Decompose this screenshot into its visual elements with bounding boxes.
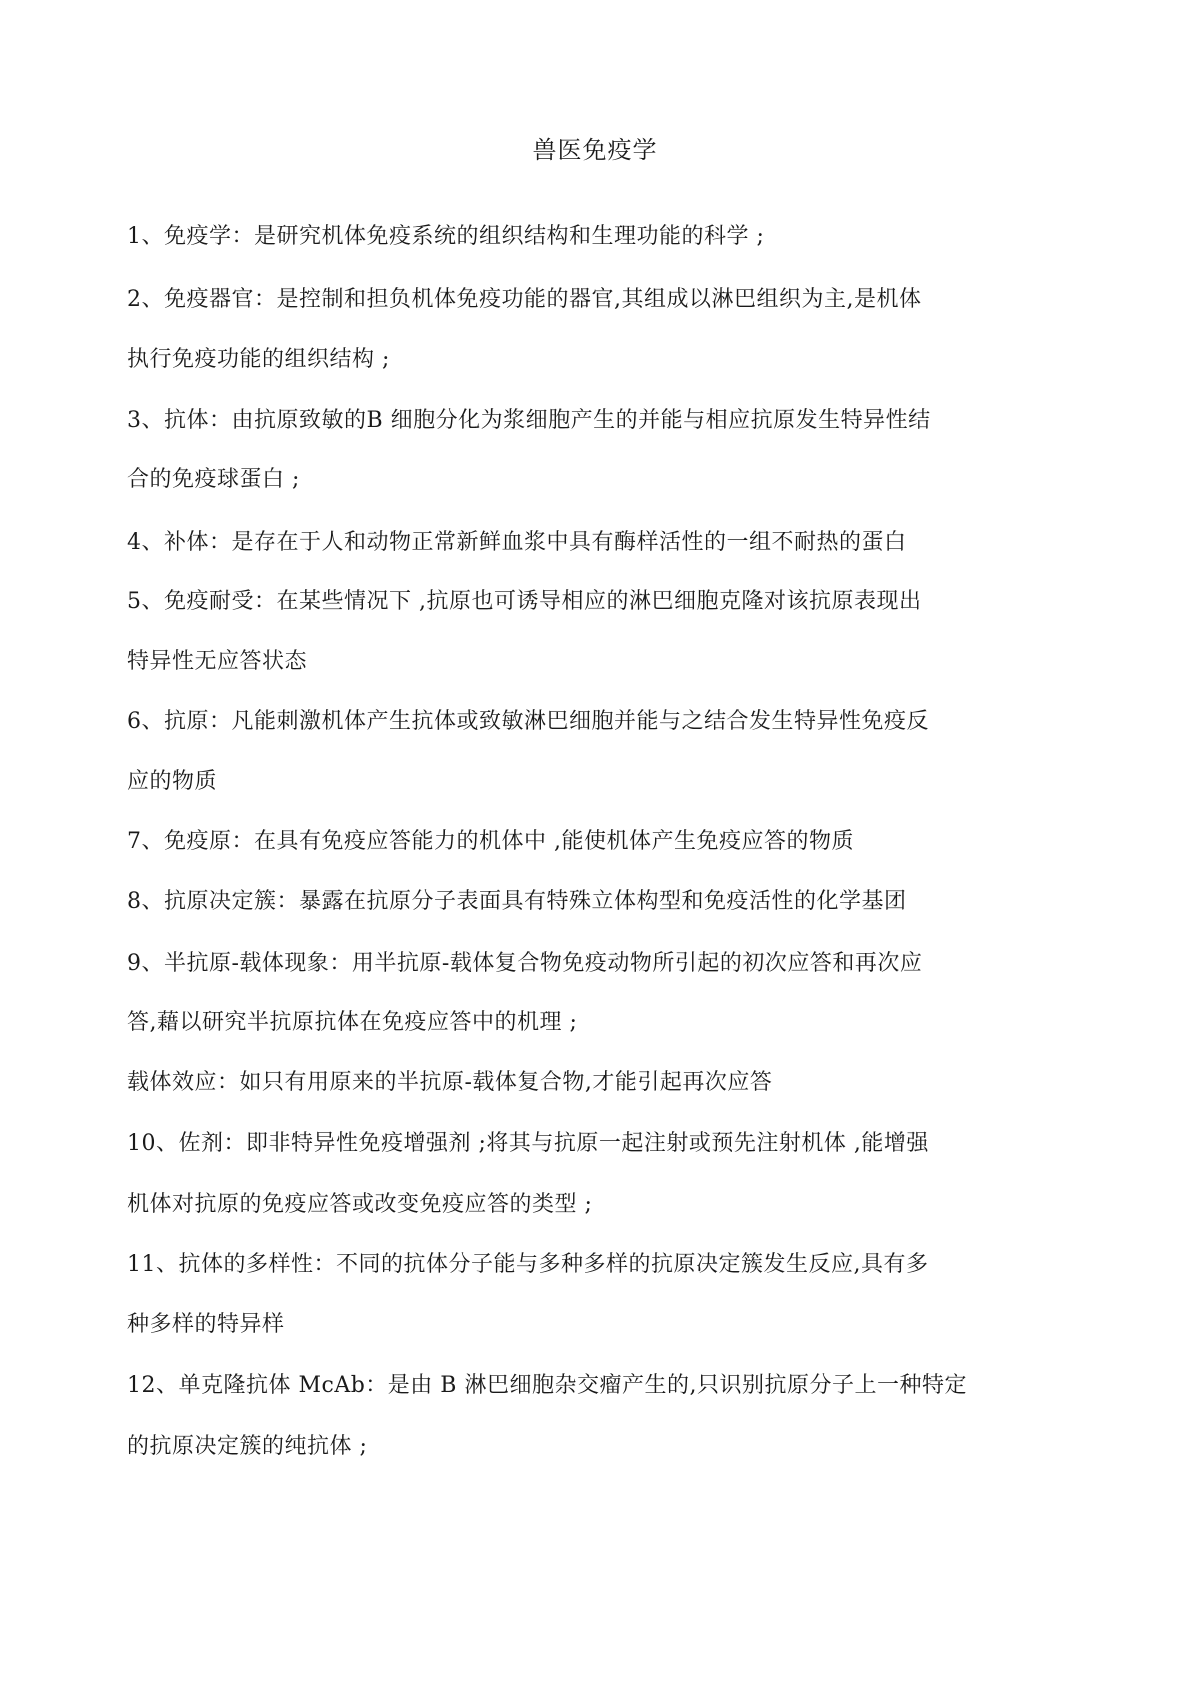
document-title: 兽医免疫学	[532, 136, 658, 164]
document-body	[127, 222, 1059, 1462]
text-line: 种多样的特异样	[127, 1312, 285, 1337]
text-line: 机体对抗原的免疫应答或改变免疫应答的类型 ;	[127, 1192, 593, 1217]
text-line: 2、免疫器官：是控制和担负机体免疫功能的器官,其组成以淋巴组织为主,是机体	[127, 287, 922, 312]
text-line: 4、补体：是存在于人和动物正常新鲜血浆中具有酶样活性的一组不耐热的蛋白	[127, 530, 907, 555]
text-line: 答,藉以研究半抗原抗体在免疫应答中的机理 ;	[127, 1010, 578, 1035]
text-line: 9、半抗原-载体现象：用半抗原-载体复合物免疫动物所引起的初次应答和再次应	[127, 951, 923, 976]
text-line: 3、抗体：由抗原致敏的B 细胞分化为浆细胞产生的并能与相应抗原发生特异性结	[127, 408, 931, 433]
text-line: 特异性无应答状态	[127, 649, 308, 674]
text-line: 合的免疫球蛋白 ;	[127, 467, 300, 492]
text-line: 应的物质	[127, 769, 218, 794]
text-line: 11、抗体的多样性：不同的抗体分子能与多种多样的抗原决定簇发生反应,具有多	[127, 1252, 929, 1277]
text-line: 10、佐剂：即非特异性免疫增强剂 ;将其与抗原一起注射或预先注射机体 ,能增强	[127, 1131, 929, 1156]
text-line: 载体效应：如只有用原来的半抗原-载体复合物,才能引起再次应答	[127, 1070, 773, 1095]
text-line: 5、免疫耐受：在某些情况下 ,抗原也可诱导相应的淋巴细胞克隆对该抗原表现出	[127, 589, 922, 614]
text-line: 7、免疫原：在具有免疫应答能力的机体中 ,能使机体产生免疫应答的物质	[127, 829, 854, 854]
text-line: 12、单克隆抗体 McAb：是由 B 淋巴细胞杂交瘤产生的,只识别抗原分子上一种特定	[127, 1373, 967, 1398]
text-line: 执行免疫功能的组织结构 ;	[127, 347, 390, 372]
text-line: 8、抗原决定簇：暴露在抗原分子表面具有特殊立体构型和免疫活性的化学基团	[127, 889, 907, 914]
text-line: 的抗原决定簇的纯抗体 ;	[127, 1434, 368, 1459]
text-line: 1、免疫学：是研究机体免疫系统的组织结构和生理功能的科学 ;	[127, 224, 765, 249]
text-line: 6、抗原：凡能刺激机体产生抗体或致敏淋巴细胞并能与之结合发生特异性免疫反	[127, 709, 929, 734]
